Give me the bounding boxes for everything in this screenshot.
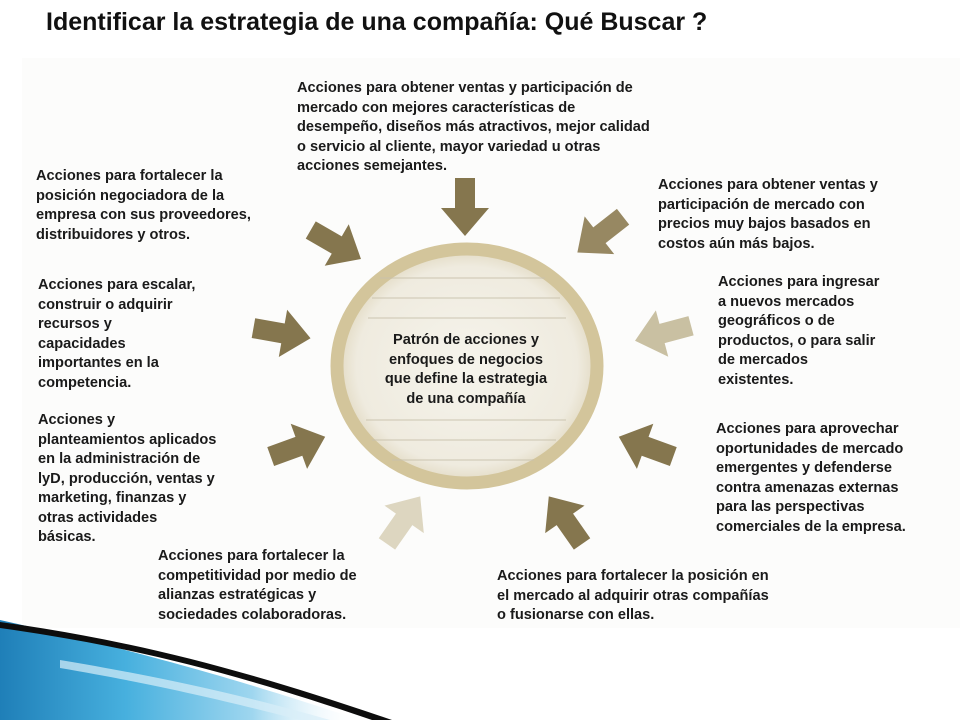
arrow-bottom-right xyxy=(529,483,602,558)
arrow-left-upper xyxy=(249,305,314,362)
action-sales-quality: Acciones para obtener ventas y participación de mercado con mejores características de desempeño, diseños más atractivos, mejor calidad o servicio al cliente, mayor variedad u otras acciones semejantes. xyxy=(297,80,650,174)
arrow-top-left xyxy=(299,209,373,280)
center-pattern-label: Patrón de acciones y enfoques de negocios que define la estrategia de una compañía xyxy=(384,332,548,407)
action-build-resources: Acciones para escalar, construir o adquirir recursos y capacidades importantes en la competencia. xyxy=(38,277,196,391)
arrow-bottom-left xyxy=(367,483,440,558)
slide-title: Identificar la estrategia de una compañía: Qué Buscar ? xyxy=(46,8,708,36)
arrow-left-lower xyxy=(262,414,333,479)
arrow-top-right xyxy=(563,198,638,272)
arrow-right-lower xyxy=(611,414,682,479)
action-alliances: Acciones para fortalecer la competitividad por medio de alianzas estratégicas y sociedades colaboradoras. xyxy=(158,548,357,623)
arrow-top xyxy=(441,178,489,236)
action-new-markets: Acciones para ingresar a nuevos mercados geográficos o de productos, o para salir de mercados existentes. xyxy=(718,274,880,388)
decorative-wave xyxy=(0,620,392,720)
action-emerging-opportunities: Acciones para aprovechar oportunidades de mercado emergentes y defenderse contra amenazas externas para las perspectivas comerciales de la empresa. xyxy=(716,421,906,535)
action-negotiating-position: Acciones para fortalecer la posición negociadora de la empresa con sus proveedores, distribuidores y otros. xyxy=(36,168,251,243)
arrow-right-upper xyxy=(629,303,697,364)
action-low-prices: Acciones para obtener ventas y participación de mercado con precios muy bajos basados en costos aún más bajos. xyxy=(658,177,878,252)
action-acquisitions: Acciones para fortalecer la posición en el mercado al adquirir otras compañías o fusionarse con ellas. xyxy=(497,568,769,623)
action-functional-activities: Acciones y planteamientos aplicados en la administración de lyD, producción, ventas y marketing, finanzas y otras actividades básicas. xyxy=(38,412,217,545)
